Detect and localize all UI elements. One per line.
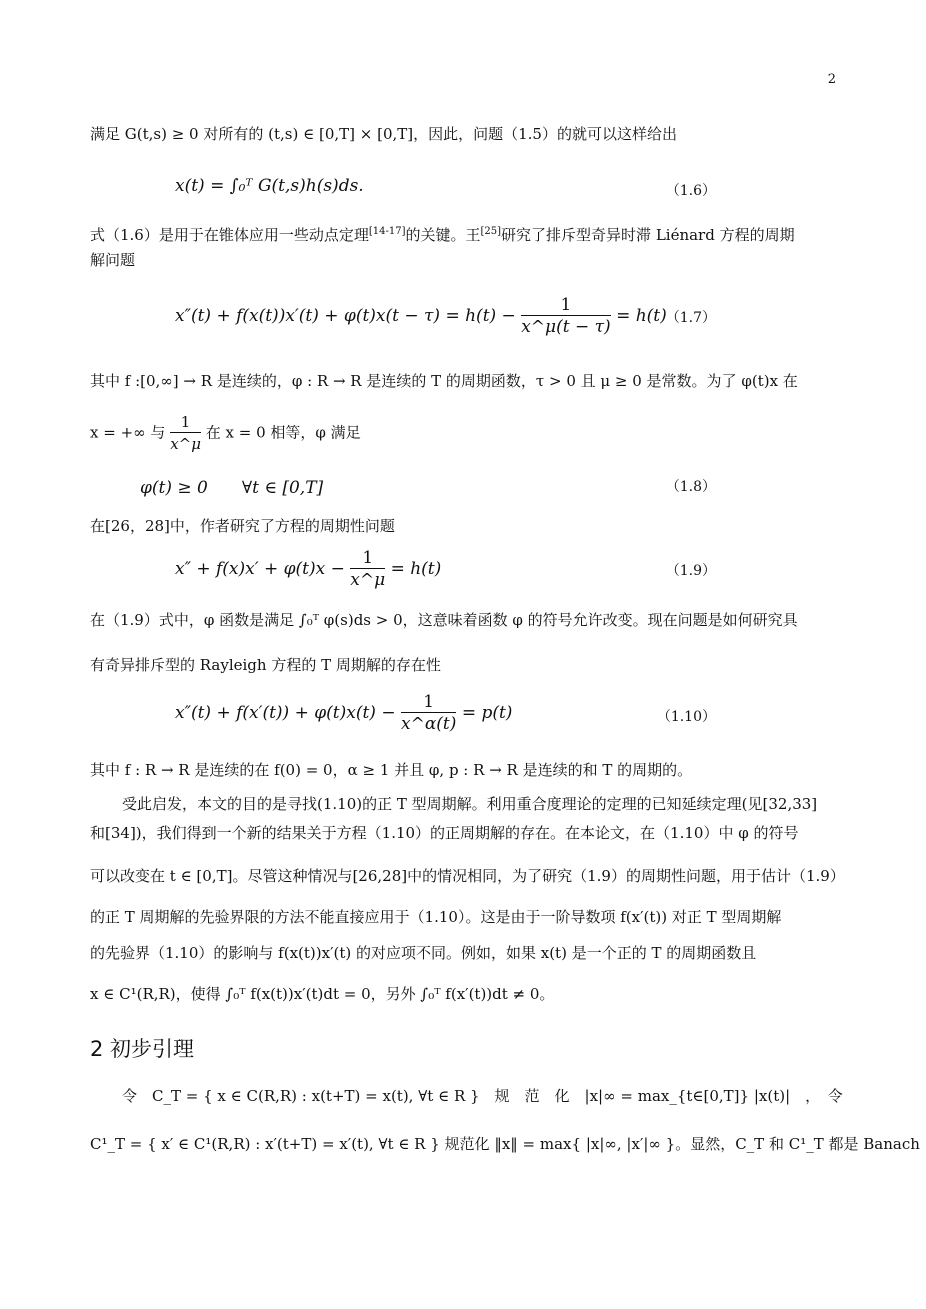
equation-number: （1.8） <box>665 479 716 495</box>
text-span: 在 x = 0 相等，φ 满足 <box>205 423 361 442</box>
equation-number: （1.10） <box>656 709 716 725</box>
equation-1-7 <box>175 295 667 338</box>
text-line: 其中 f :[0,∞] → R 是连续的，φ : R → R 是连续的 T 的周期函数，τ > 0 且 μ ≥ 0 是常数。为了 φ(t)x 在 <box>90 372 798 390</box>
equation-part: = p(t) <box>461 703 513 723</box>
text-line: 受此启发，本文的目的是寻找(1.10)的正 T 型周期解。利用重合度理论的定理的已知延续定理(见[32,33] <box>122 795 818 813</box>
text-line: 的正 T 周期解的先验界限的方法不能直接应用于（1.10）。这是由于一阶导数项 f(x′(t)) 对正 T 型周期解 <box>90 908 782 926</box>
citation: [14-17] <box>368 226 406 237</box>
fraction-numerator: 1 <box>401 692 456 713</box>
citation: [25] <box>480 226 502 237</box>
equation-part: = h(t) <box>390 559 442 579</box>
fraction <box>401 692 456 735</box>
text-span: 式（1.6）是用于在锥体应用一些动点定理 <box>90 226 369 244</box>
fraction-denominator: x^μ <box>350 570 386 590</box>
fraction <box>170 412 201 455</box>
equation-part: x″ + f(x)x′ + φ(t)x − <box>175 559 345 579</box>
text-span: 研究了排斥型奇异时滞 Liénard 方程的周期 <box>501 226 795 244</box>
equation-part: x″(t) + f(x(t))x′(t) + φ(t)x(t − τ) = h(t) − <box>175 306 516 326</box>
text-line: 有奇异排斥型的 Rayleigh 方程的 T 周期解的存在性 <box>90 656 441 674</box>
equation-1-6: x(t) = ∫₀ᵀ G(t,s)h(s)ds. <box>175 176 364 196</box>
equation-1-8: φ(t) ≥ 0 ∀t ∈ [0,T] <box>140 478 324 498</box>
text-span: 的关键。王 <box>405 226 481 244</box>
text-line: x ∈ C¹(R,R)，使得 ∫₀ᵀ f(x(t))x′(t)dt = 0，另外 ∫₀ᵀ f(x′(t))dt ≠ 0。 <box>90 985 555 1003</box>
text-line <box>90 412 838 455</box>
text-line: 解问题 <box>90 251 136 269</box>
equation-number: （1.7） <box>665 310 716 326</box>
fraction <box>521 295 610 338</box>
text-line: 令 C_T = { x ∈ C(R,R) : x(t+T) = x(t), ∀t ∈ R } 规 范 化 |x|∞ = max_{t∈[0,T]} |x(t)| ， 令 <box>122 1087 843 1105</box>
text-line: 在[26，28]中，作者研究了方程的周期性问题 <box>90 517 395 535</box>
fraction-numerator: 1 <box>350 548 385 569</box>
section-heading: 2 初步引理 <box>90 1037 195 1061</box>
fraction-denominator: x^μ(t − τ) <box>521 317 611 337</box>
text-line: 和[34])，我们得到一个新的结果关于方程（1.10）的正周期解的存在。在本论文，在（1.10）中 φ 的符号 <box>90 824 799 842</box>
text-line: 可以改变在 t ∈ [0,T]。尽管这种情况与[26,28]中的情况相同，为了研究（1.9）的周期性问题，用于估计（1.9） <box>90 867 845 885</box>
fraction <box>350 548 385 591</box>
fraction-denominator: x^μ <box>170 435 201 453</box>
equation-part: = h(t) <box>616 306 667 326</box>
equation-number: （1.6） <box>665 183 716 199</box>
page-number: 2 <box>827 72 836 87</box>
fraction-numerator: 1 <box>170 412 201 433</box>
text-line: 的先验界（1.10）的影响与 f(x(t))x′(t) 的对应项不同。例如，如果 x(t) 是一个正的 T 的周期函数且 <box>90 944 757 962</box>
text-line: 其中 f : R → R 是连续的在 f(0) = 0，α ≥ 1 并且 φ, p : R → R 是连续的和 T 的周期的。 <box>90 761 693 779</box>
text-span: x = +∞ 与 <box>90 423 166 442</box>
text-line: 满足 G(t,s) ≥ 0 对所有的 (t,s) ∈ [0,T] × [0,T]，因此，问题（1.5）的就可以这样给出 <box>90 125 677 143</box>
text-line: C¹_T = { x′ ∈ C¹(R,R) : x′(t+T) = x′(t), ∀t ∈ R } 规范化 ‖x‖ = max{ |x|∞, |x′|∞ }。显然，C_T 和 C¹_T 都是 Banach <box>90 1135 920 1153</box>
text-line: 在（1.9）式中，φ 函数是满足 ∫₀ᵀ φ(s)ds > 0，这意味着函数 φ 的符号允许改变。现在问题是如何研究具 <box>90 611 798 629</box>
equation-number: （1.9） <box>665 563 716 579</box>
equation-part: x″(t) + f(x′(t)) + φ(t)x(t) − <box>175 703 396 723</box>
equation-1-10 <box>175 692 512 735</box>
fraction-numerator: 1 <box>521 295 610 316</box>
fraction-denominator: x^α(t) <box>400 714 457 734</box>
equation-1-9 <box>175 548 441 591</box>
text-line <box>90 221 838 246</box>
